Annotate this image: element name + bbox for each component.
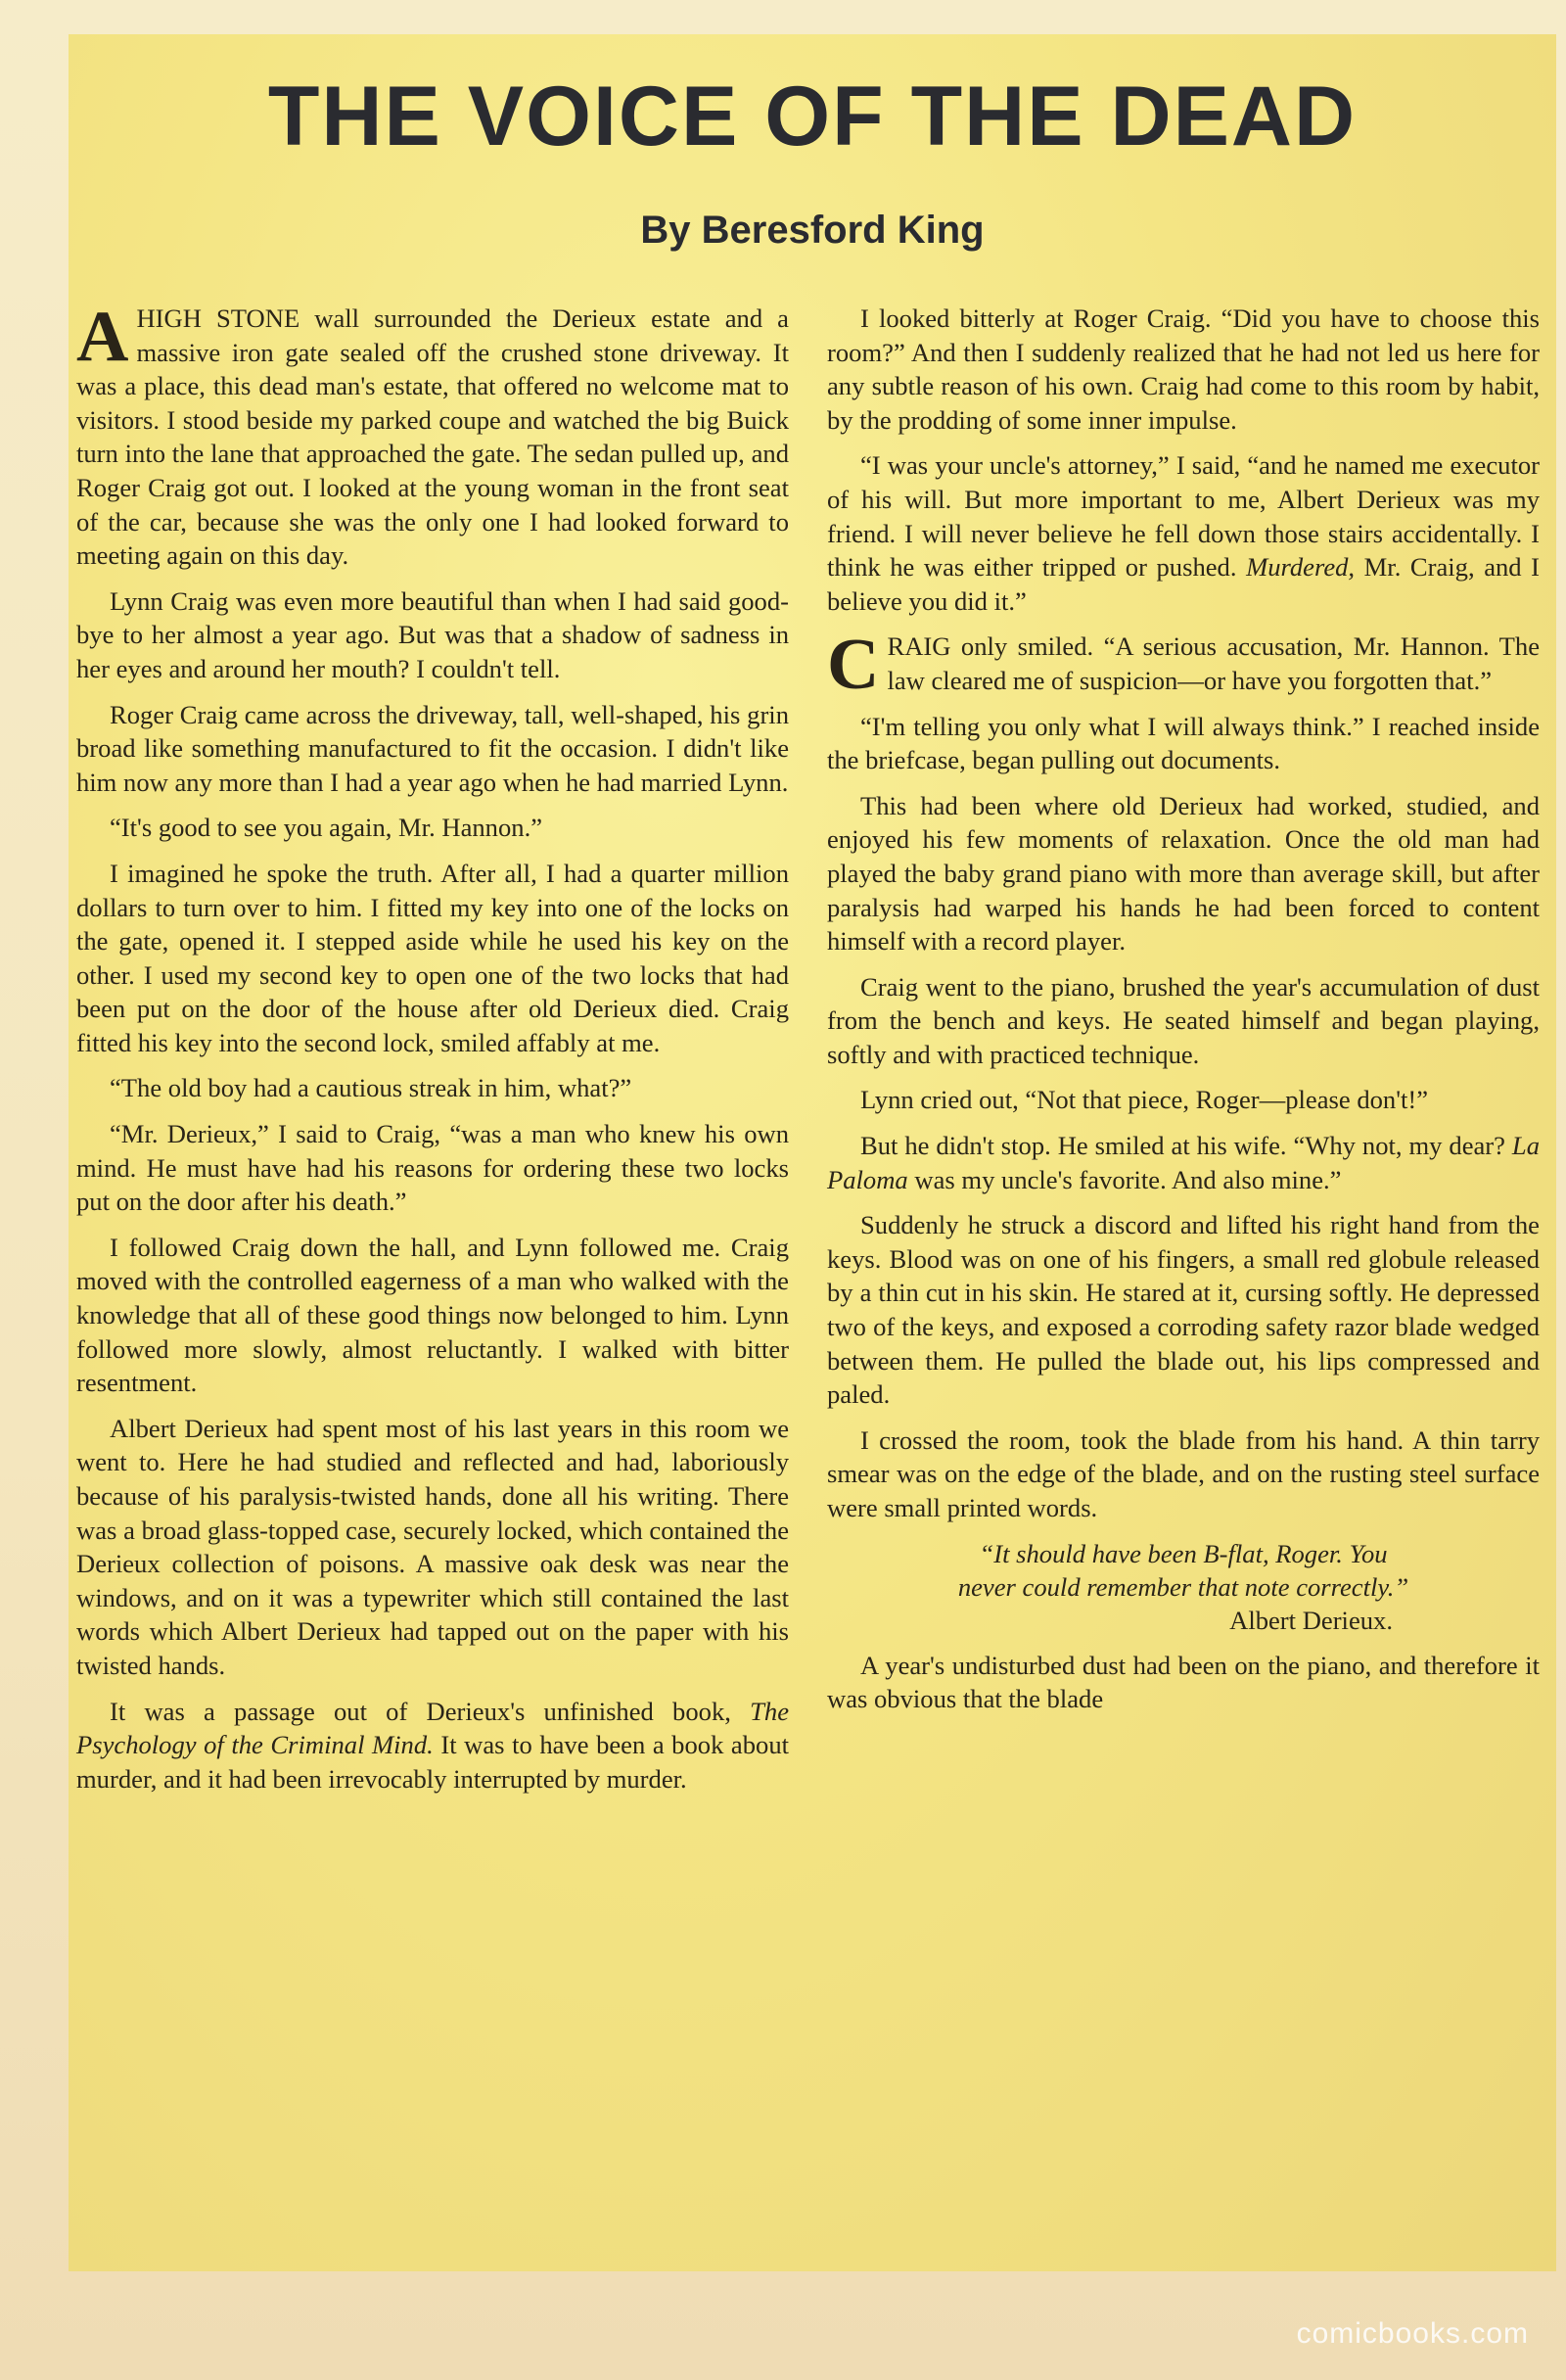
paragraph-text: HIGH STONE wall surrounded the Derieux estate and a massive iron gate sealed off the crushed stone driveway. It was a place, this dead man's estate, that offered no welcome mat to visitors. I stood beside my parked coupe and watched the big Buick turn into the lane that approached the gate. The sedan pulled up, and Roger Craig got out. I looked at the young woman in the front seat of the car, because she was the only one I had looked forward to meeting again on this day. xyxy=(76,303,789,571)
paragraph xyxy=(827,448,1540,618)
paragraph: Roger Craig came across the driveway, tall, well-shaped, his grin broad like something manufactured to fit the occasion. I didn't like him now any more than I had a year ago when he had married Lynn. xyxy=(76,699,789,797)
paragraph-text: But he didn't stop. He smiled at his wife. “Why not, my dear? xyxy=(860,1131,1512,1161)
watermark: comicbooks.com xyxy=(1296,2317,1529,2350)
paragraph: I imagined he spoke the truth. After all, I had a quarter million dollars to turn over to him. I fitted my key into one of the locks on the gate, opened it. I stepped aside while he used his key on the other. I used my second key to open one of the two locks that had been put on the door of the house after old Derieux died. Craig fitted his key into the second lock, smiled affably at me. xyxy=(76,858,789,1057)
paragraph xyxy=(76,297,789,573)
paragraph-text: was my uncle's favorite. And also mine.” xyxy=(907,1164,1342,1194)
paragraph: I crossed the room, took the blade from his hand. A thin tarry smear was on the edge of the blade, and on the rusting steel surface were small printed words. xyxy=(827,1424,1540,1522)
paragraph: “I'm telling you only what I will always think.” I reached inside the briefcase, began pulling out documents. xyxy=(827,711,1540,775)
paragraph: A year's undisturbed dust had been on the piano, and therefore it was obvious that the blade xyxy=(827,1650,1540,1714)
right-column xyxy=(827,302,1540,1728)
paragraph: “Mr. Derieux,” I said to Craig, “was a man who knew his own mind. He must have had his reasons for ordering these two locks put on the door after his death.” xyxy=(76,1119,789,1217)
paragraph: Lynn cried out, “Not that piece, Roger—please don't!” xyxy=(860,1085,1429,1115)
paragraph-text: It was a passage out of Derieux's unfinished book, xyxy=(110,1696,751,1726)
paragraph: I followed Craig down the hall, and Lynn followed me. Craig moved with the controlled eagerness of a man who walked with the knowledge that all of these good things now belonged to him. Lynn followed more slowly, almost reluctantly. I walked with bitter resentment. xyxy=(76,1232,789,1398)
paragraph: “The old boy had a cautious streak in him, what?” xyxy=(110,1073,632,1103)
paragraph xyxy=(76,1695,789,1797)
drop-cap: A xyxy=(76,297,129,377)
paragraph-text: RAIG only smiled. “A serious accusation, Mr. Hannon. The law cleared me of suspicion—or have you forgotten that.” xyxy=(887,631,1540,695)
song-title: La Paloma xyxy=(827,1131,1540,1194)
paragraph: Lynn Craig was even more beautiful than when I had said good-bye to her almost a year ago. But was that a shadow of sadness in her eyes and around her mouth? I couldn't tell. xyxy=(76,585,789,683)
paragraph-text: It was to have been a book about murder, and it had been irrevocably interrupted by murder. xyxy=(76,1730,790,1794)
book-title: The Psychology of the Criminal Mind. xyxy=(76,1696,789,1760)
quote-signature: Albert Derieux. xyxy=(1229,1605,1393,1635)
story-title: THE VOICE OF THE DEAD xyxy=(267,70,1358,163)
left-column xyxy=(76,297,790,1807)
byline: By Beresford King xyxy=(640,209,985,252)
paragraph: I looked bitterly at Roger Craig. “Did you have to choose this room?” And then I suddenly realized that he had not led us here for any subtle reason of his own. Craig had come to this room by habit, by the prodding of some inner impulse. xyxy=(827,303,1540,435)
paragraph: “It's good to see you again, Mr. Hannon.” xyxy=(110,813,543,843)
drop-cap: C xyxy=(827,625,880,706)
emphasis: Murdered, xyxy=(1246,552,1356,583)
paragraph: Albert Derieux had spent most of his last years in this room we went to. Here he had studied and reflected and had, laboriously because of his paralysis-twisted hands, done all his writing. There was a broad glass-topped case, securely locked, which contained the Derieux collection of poisons. A massive oak desk was near the windows, and on it was a typewriter which still contained the last words which Albert Derieux had tapped out on the paper with his twisted hands. xyxy=(76,1413,789,1680)
blade-inscription xyxy=(827,1537,1540,1637)
quote-line: never could remember that note correctly.” xyxy=(957,1571,1409,1602)
paragraph-text: “I was your uncle's attorney,” I said, “and he named me executor of his will. But more important to me, Albert Derieux was my friend. I will never believe he fell down those stairs accidentally. I think he was either tripped or pushed. xyxy=(827,450,1540,583)
paragraph: Suddenly he struck a discord and lifted his right hand from the keys. Blood was on one of his fingers, a small red globule released by a thin cut in his skin. He stared at it, cursing softly. He depressed two of the keys, and exposed a corroding safety razor blade wedged between them. He pulled the blade out, his lips compressed and paled. xyxy=(827,1210,1540,1410)
paragraph: This had been where old Derieux had worked, studied, and enjoyed his few moments of relaxation. Once the old man had played the baby grand piano with more than average skill, but after paralysis had warped his hands he had been forced to content himself with a record player. xyxy=(827,790,1540,957)
paragraph xyxy=(827,1129,1540,1196)
paragraph: Craig went to the piano, brushed the year's accumulation of dust from the bench and keys. He seated himself and began playing, softly and with practiced technique. xyxy=(827,971,1540,1069)
paragraph-text: Mr. Craig, and I believe you did it.” xyxy=(827,552,1541,616)
paragraph xyxy=(827,625,1540,706)
quote-line: “It should have been B-flat, Roger. You xyxy=(979,1538,1388,1568)
